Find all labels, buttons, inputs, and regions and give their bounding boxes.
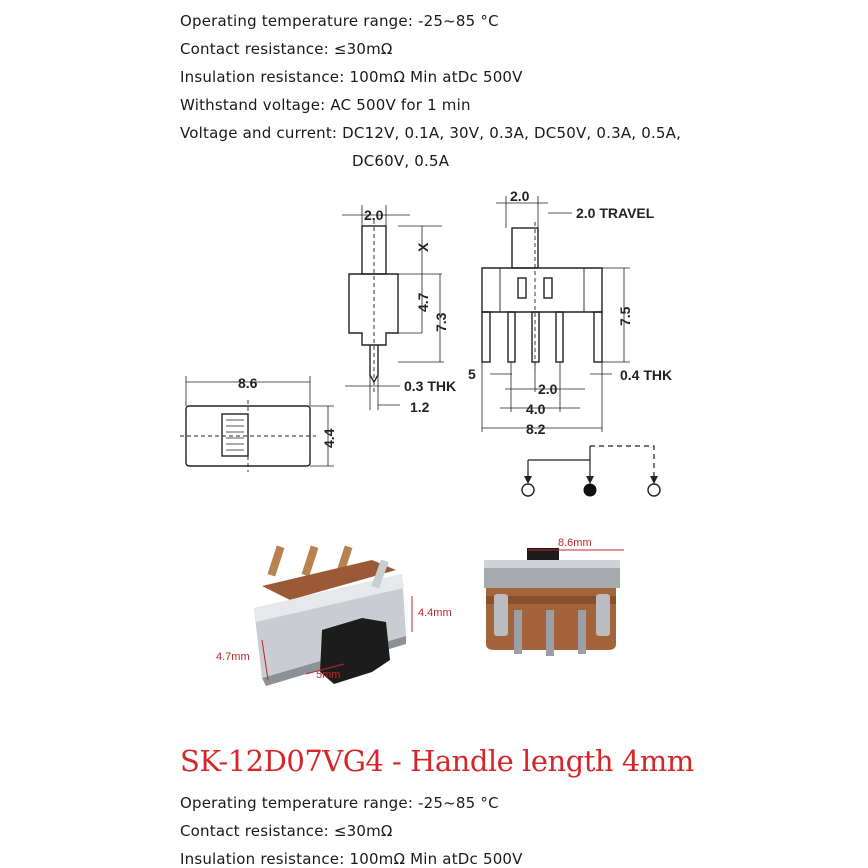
dim-side-h2: 7.3 [433, 312, 449, 332]
dim-span: 4.0 [526, 401, 546, 417]
photo-dim-handle: 5mm [316, 669, 341, 681]
product-heading: SK-12D07VG4 - Handle length 4mm [180, 744, 694, 778]
dim-side-x: X [415, 242, 431, 252]
dim-side-width: 2.0 [364, 207, 384, 223]
dim-top-height: 4.4 [321, 428, 337, 448]
dim-front-width: 2.0 [510, 188, 530, 204]
dim-left-mark: 5 [468, 366, 476, 382]
spec-insulation-resistance: Insulation resistance: 100mΩ Min atDc 500V [180, 68, 523, 86]
spec-insulation-resistance-2: Insulation resistance: 100mΩ Min atDc 500V [180, 850, 523, 868]
dim-pin1: 1.2 [410, 399, 430, 415]
product-photo-side [254, 545, 406, 686]
spec-withstand-voltage: Withstand voltage: AC 500V for 1 min [180, 96, 471, 114]
dim-total: 8.2 [526, 421, 546, 437]
spec-temperature-2: Operating temperature range: -25~85 °C [180, 794, 499, 812]
dim-thk1: 0.3 THK [404, 378, 457, 394]
photo-dim-height: 4.4mm [418, 607, 452, 619]
dim-front-height: 7.5 [617, 306, 633, 326]
spec-voltage-current: Voltage and current: DC12V, 0.1A, 30V, 0.3A, DC50V, 0.3A, 0.5A, [180, 124, 682, 142]
product-photo-front [484, 548, 620, 656]
spec-temperature: Operating temperature range: -25~85 °C [180, 12, 499, 30]
dim-top-width: 8.6 [238, 375, 258, 391]
spec-voltage-current-cont: DC60V, 0.5A [352, 152, 450, 170]
photo-dim-width: 4.7mm [216, 651, 250, 663]
dim-side-h1: 4.7 [415, 292, 431, 312]
dim-travel: 2.0 TRAVEL [576, 205, 655, 221]
photo-dim-length: 8.6mm [558, 537, 592, 549]
dim-thk2: 0.4 THK [620, 367, 673, 383]
spec-contact-resistance-2: Contact resistance: ≤30mΩ [180, 822, 393, 840]
dim-pitch: 2.0 [538, 381, 558, 397]
spec-contact-resistance: Contact resistance: ≤30mΩ [180, 40, 393, 58]
